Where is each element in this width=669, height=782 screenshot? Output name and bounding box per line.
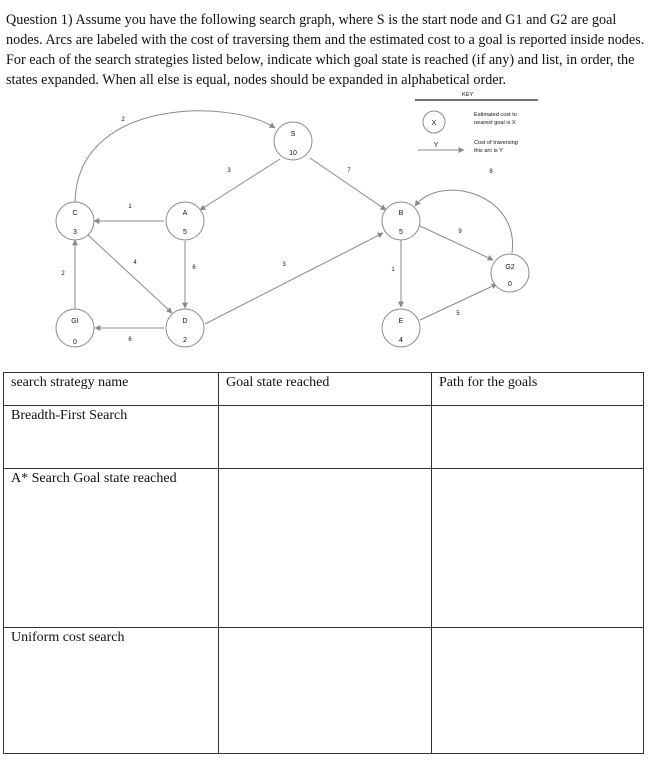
node-a [166,202,204,240]
header-strategy: search strategy name [4,373,219,406]
table-row [4,628,644,754]
edge-cost-b-e: 1 [391,267,395,273]
node-g2 [491,254,529,292]
node-heuristic: 5 [183,229,187,236]
path-cell[interactable] [432,406,644,469]
key-node-desc-2: nearest goal is X [474,120,516,126]
edge-cost-a-c: 1 [128,204,132,210]
node-heuristic: 0 [508,281,512,288]
node-heuristic: 4 [399,337,403,344]
node-label: E [398,318,404,325]
table-row [4,469,644,628]
answer-table [3,372,644,754]
search-graph [0,88,669,368]
edge-cost-g2-b: 8 [489,169,493,175]
goal-cell[interactable] [219,406,432,469]
key-arc-desc-2: this arc is Y [474,148,503,154]
table-header-row [4,373,644,406]
edge-c-s [75,111,275,204]
edge-c-d [88,235,172,313]
key-arc-desc-1: Cost of traversing [474,140,518,146]
node-g1 [56,309,94,347]
edge-cost-c-s: 2 [121,117,125,123]
node-s [274,122,312,160]
node-heuristic: 0 [73,339,77,346]
node-label: S [290,131,296,138]
node-label: C [72,210,78,217]
edge-cost-d-g1: 6 [128,337,132,343]
strategy-name: Uniform cost search [4,628,219,754]
node-label: G2 [505,264,515,271]
header-path: Path for the goals [432,373,644,406]
node-label: A [182,210,188,217]
key-node-desc-1: Estimated cost to [474,112,517,118]
key-title: KEY [462,92,474,98]
node-b [382,202,420,240]
node-heuristic: 5 [399,229,403,236]
node-c [56,202,94,240]
key-arc-letter: Y [433,142,439,149]
strategy-name: A* Search Goal state reached [4,469,219,628]
node-e [382,309,420,347]
header-goal: Goal state reached [219,373,432,406]
strategy-name: Breadth-First Search [4,406,219,469]
node-heuristic: 10 [289,150,297,157]
edge-cost-s-b: 7 [347,168,351,174]
edge-s-b [310,158,386,210]
path-cell[interactable] [432,628,644,754]
path-cell[interactable] [432,469,644,628]
node-label: D [182,318,188,325]
edge-cost-s-a: 3 [227,168,231,174]
goal-cell[interactable] [219,628,432,754]
edge-cost-c-g1: 2 [61,271,65,277]
edge-cost-b-g2: 9 [458,229,462,235]
edge-b-g2 [420,226,493,260]
edge-d-b [205,233,383,324]
table-row [4,406,644,469]
node-label: GI [71,318,79,325]
node-d [166,309,204,347]
question-text: Question 1) Assume you have the following search graph, where S is the start node and G1 and G2 are goal nodes. Arcs are labeled with the cost of traversing them and the estimated cost to a goal is reported inside nodes. For each of the search strategies listed below, indicate which goal state is reached (if any) and list, in order, the states expanded. When all else is equal, nodes should be expanded in alphabetical order. [6,12,645,88]
goal-cell[interactable] [219,469,432,628]
key-node-letter: X [431,120,437,127]
node-heuristic: 3 [73,229,77,236]
edge-cost-d-b: 3 [282,262,286,268]
edge-g2-b [415,190,513,253]
node-heuristic: 2 [183,337,187,344]
graph-key [415,92,538,154]
node-label: B [398,210,404,217]
edge-s-a [200,159,280,210]
edge-cost-a-d: 6 [192,265,196,271]
edge-cost-e-g2: 5 [456,311,460,317]
edge-cost-c-d: 4 [133,260,137,266]
